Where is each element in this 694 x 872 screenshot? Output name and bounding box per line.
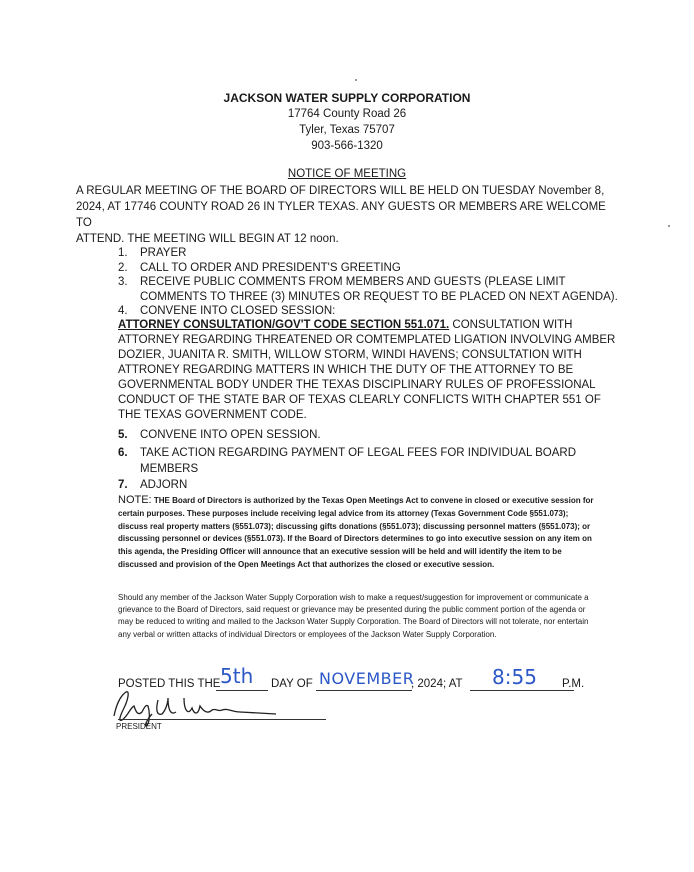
agenda-item xyxy=(118,246,618,261)
agenda-item-text: ADJORN xyxy=(140,478,188,491)
agenda-item-text: CONVENE INTO OPEN SESSION. xyxy=(140,429,321,441)
note-text: THE Board of Directors is authorized by the Texas Open Meetings Act to convene in closed or executive session for certain purposes. These purposes include receiving legal advice from its attorney (Texas Government Code §551.073); discuss real property matters (§551.073); discussing gifts donations (§551.073); discussing personnel matters (§551.073); or discussing personnel or devices (§551.073). If the Board of Directors determines to go into executive session on any item on this agenda, the Presiding Officer will announce that an executive session will be held and will identify the item to be discussed and provision of the Open Meetings Act that authorizes the closed or executive session. xyxy=(118,496,594,569)
agenda-item-number: 1. xyxy=(118,247,128,259)
agenda-item xyxy=(118,445,618,477)
agenda-item-text: PRAYER xyxy=(140,247,187,259)
announcement-line: A REGULAR MEETING OF THE BOARD OF DIRECTORS WILL BE HELD ON TUESDAY November 8, xyxy=(76,185,605,197)
address-line-1: 17764 County Road 26 xyxy=(287,108,407,120)
announcement-line: 2024, AT 17746 COUNTY ROAD 26 IN TYLER TEXAS. ANY GUESTS OR MEMBERS ARE WELCOME TO xyxy=(76,201,606,229)
agenda-item-number: 4. xyxy=(118,305,128,317)
posted-year: , 2024; AT xyxy=(411,678,463,690)
agenda-item-number: 6. xyxy=(118,446,128,459)
signature-line xyxy=(118,719,326,720)
agenda-item-text: RECEIVE PUBLIC COMMENTS FROM MEMBERS AND GUESTS (PLEASE LIMIT COMMENTS TO THREE (3) MINUTES OR REQUEST TO BE PLACED ON NEXT AGENDA). xyxy=(140,276,618,303)
meeting-announcement xyxy=(76,183,616,247)
scan-speck xyxy=(355,79,357,81)
agenda-item-number: 5. xyxy=(118,429,128,441)
agenda-item-text: CONVENE INTO CLOSED SESSION: xyxy=(140,305,336,317)
agenda-item xyxy=(118,304,618,319)
signature-title: PRESIDENT xyxy=(116,722,162,731)
announcement-line: ATTEND. THE MEETING WILL BEGIN AT 12 noon. xyxy=(76,233,339,245)
closed-session-heading: ATTORNEY CONSULTATION/GOV'T CODE SECTION 551.071. xyxy=(118,319,450,331)
phone-number: 903-566-1320 xyxy=(311,140,383,152)
agenda-item xyxy=(118,261,618,276)
posted-day-handwritten: 5th xyxy=(220,664,254,688)
note-label: NOTE: xyxy=(118,494,152,506)
agenda-item-number: 2. xyxy=(118,261,128,274)
posted-month-handwritten: NOVEMBER xyxy=(319,669,415,688)
agenda-item xyxy=(118,275,618,304)
open-meetings-note xyxy=(118,494,598,572)
agenda-list-continued xyxy=(118,428,618,492)
agenda-item-number: 3. xyxy=(118,276,128,288)
posted-prefix: POSTED THIS THE xyxy=(118,678,221,690)
notice-title: NOTICE OF MEETING xyxy=(287,168,407,180)
agenda-item-number: 7. xyxy=(118,478,128,491)
closed-session-text: CONSULTATION WITH ATTORNEY REGARDING THREATENED OR COMTEMPLATED LIGATION INVOLVING AMBER DOZIER, JUANITA R. SMITH, WILLOW STORM, WINDI HAVENS; CONSULTATION WITH ATTRONEY REGARDING MATTERS IN WHICH THE DUTY OF THE ATTORNEY TO BE GOVERNMENTAL BODY UNDER THE TEXAS DISCIPLINARY RULES OF PROFESSIONAL CONDUCT OF THE STATE BAR OF TEXAS CLEARLY CONFLICTS WITH CHAPTER 551 OF THE TEXAS GOVERNMENT CODE. xyxy=(118,319,616,421)
agenda-item-text: TAKE ACTION REGARDING PAYMENT OF LEGAL FEES FOR INDIVIDUAL BOARD MEMBERS xyxy=(140,446,577,475)
time-blank xyxy=(470,690,574,691)
scan-speck xyxy=(668,225,670,227)
grievance-paragraph: Should any member of the Jackson Water Supply Corporation wish to make a request/suggestion for improvement or communicate a grievance to the Board of Directors, said request or grievance may be presented during the public comment portion of the agenda or may be reduced to writing and mailed to the Jackson Water Supply Corporation. The Board of Directors will not tolerate, nor entertain any verbal or written attacks of individual Directors or employees of the Jackson Water Supply Corporation. xyxy=(118,593,589,639)
closed-session-description xyxy=(118,318,618,423)
org-name: JACKSON WATER SUPPLY CORPORATION xyxy=(223,91,471,105)
address-line-2: Tyler, Texas 75707 xyxy=(299,124,395,136)
month-blank xyxy=(316,690,412,691)
agenda-list xyxy=(118,246,618,319)
agenda-item-text: CALL TO ORDER AND PRESIDENT'S GREETING xyxy=(140,261,401,274)
agenda-item xyxy=(118,428,618,443)
posted-time-handwritten: 8:55 xyxy=(492,665,537,689)
agenda-item xyxy=(118,478,618,493)
posted-day-of: DAY OF xyxy=(271,678,313,690)
posted-meridiem: P.M. xyxy=(562,678,585,690)
